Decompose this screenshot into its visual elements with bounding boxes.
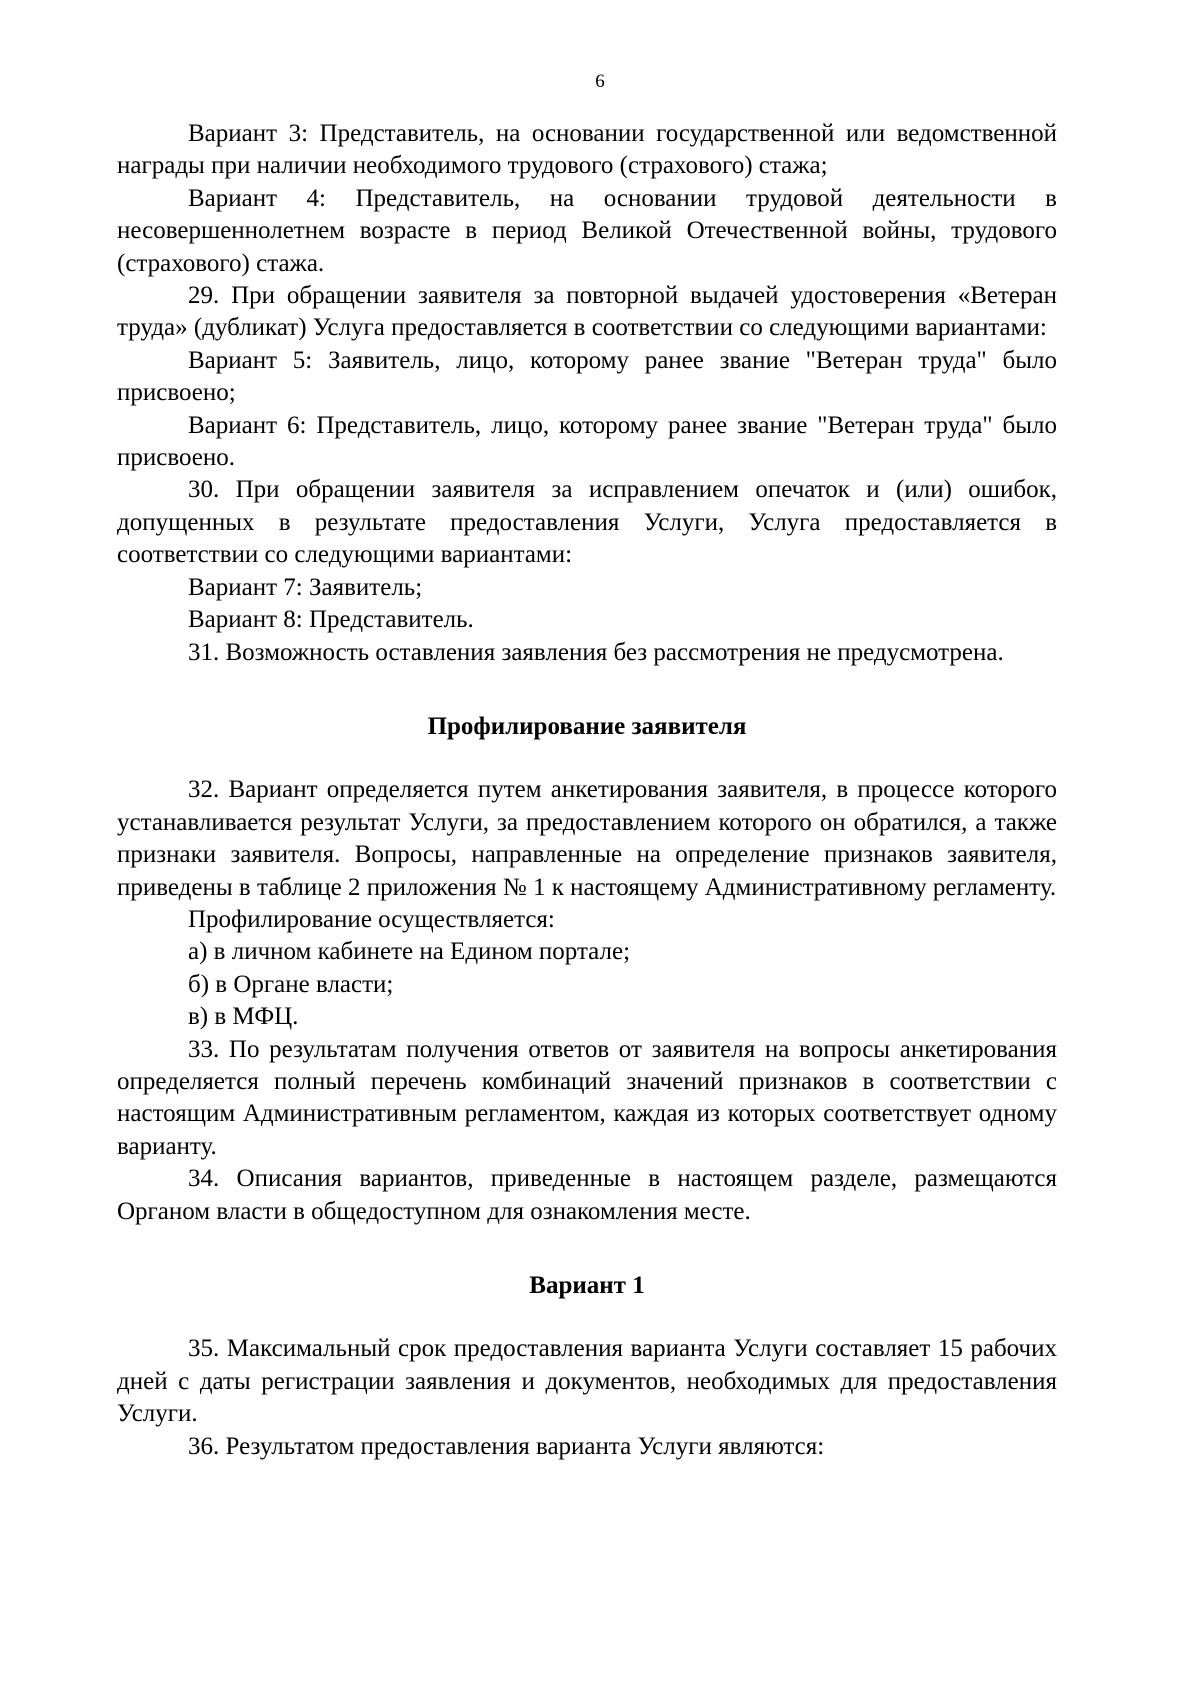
spacer	[117, 743, 1057, 774]
paragraph-34: 34. Описания вариантов, приведенные в настоящем разделе, размещаются Органом власти в общедоступном для ознакомления месте.	[117, 1165, 1057, 1225]
paragraph-variant-6: Вариант 6: Представитель, лицо, которому ранее звание "Ветеран труда" было присвоено.	[117, 411, 1057, 472]
paragraph-29: 29. При обращении заявителя за повторной выдачей удостоверения «Ветеран труда» (дубликат) Услуга предоставляется в соответствии со следующими вариантами:	[117, 282, 1057, 342]
paragraph-variant-4: Вариант 4: Представитель, на основании трудовой деятельности в несовершеннолетнем возрасте в период Великой Отечественной войны, трудового (страхового) стажа.	[117, 184, 1057, 277]
paragraph-variant-7: Вариант 7: Заявитель;	[188, 573, 423, 601]
section-heading-profiling: Профилирование заявителя	[427, 712, 747, 740]
section-heading-variant-1: Вариант 1	[529, 1272, 645, 1299]
spacer	[117, 669, 1057, 711]
spacer	[117, 1302, 1057, 1333]
paragraph-35: 35. Максимальный срок предоставления варианта Услуги составляет 15 рабочих дней с даты регистрации заявления и документов, необходимых для предоставления Услуги.	[117, 1335, 1057, 1428]
paragraph-31: 31. Возможность оставления заявления без рассмотрения не предусмотрена.	[188, 638, 1004, 666]
page-number: 6	[595, 71, 605, 92]
paragraph-variant-5: Вариант 5: Заявитель, лицо, которому ранее звание "Ветеран труда" было присвоено;	[117, 346, 1057, 407]
paragraph-30: 30. При обращении заявителя за исправлением опечаток и (или) ошибок, допущенных в результате предоставления Услуги, Услуга предоставляется в соответствии со следующими вариантами:	[117, 476, 1057, 569]
paragraph-32: 32. Вариант определяется путем анкетирования заявителя, в процессе которого устанавливается результат Услуги, за предоставлением которого он обратился, а также признаки заявителя. Вопросы, направленные на определение признаков заявителя, приведены в таблице 2 приложения № 1 к настоящему Административному регламенту.	[117, 776, 1057, 901]
paragraph-36: 36. Результатом предоставления варианта Услуги являются:	[188, 1432, 825, 1460]
paragraph-profiling-intro: Профилирование осуществляется:	[188, 905, 555, 933]
paragraph-33: 33. По результатам получения ответов от заявителя на вопросы анкетирования определяется полный перечень комбинаций значений признаков в соответствии с настоящим Административным регламентом, каждая из которых соответствует одному варианту.	[117, 1035, 1057, 1160]
paragraph-variant-8: Вариант 8: Представитель.	[188, 606, 474, 634]
spacer	[117, 1228, 1057, 1270]
paragraph-variant-3: Вариант 3: Представитель, на основании государственной или ведомственной награды при наличии необходимого трудового (страхового) стажа;	[117, 120, 1057, 180]
document-body	[117, 118, 1057, 1463]
list-item-c: в) в МФЦ.	[188, 1003, 299, 1031]
list-item-b: б) в Органе власти;	[188, 970, 394, 998]
list-item-a: а) в личном кабинете на Едином портале;	[188, 938, 631, 966]
